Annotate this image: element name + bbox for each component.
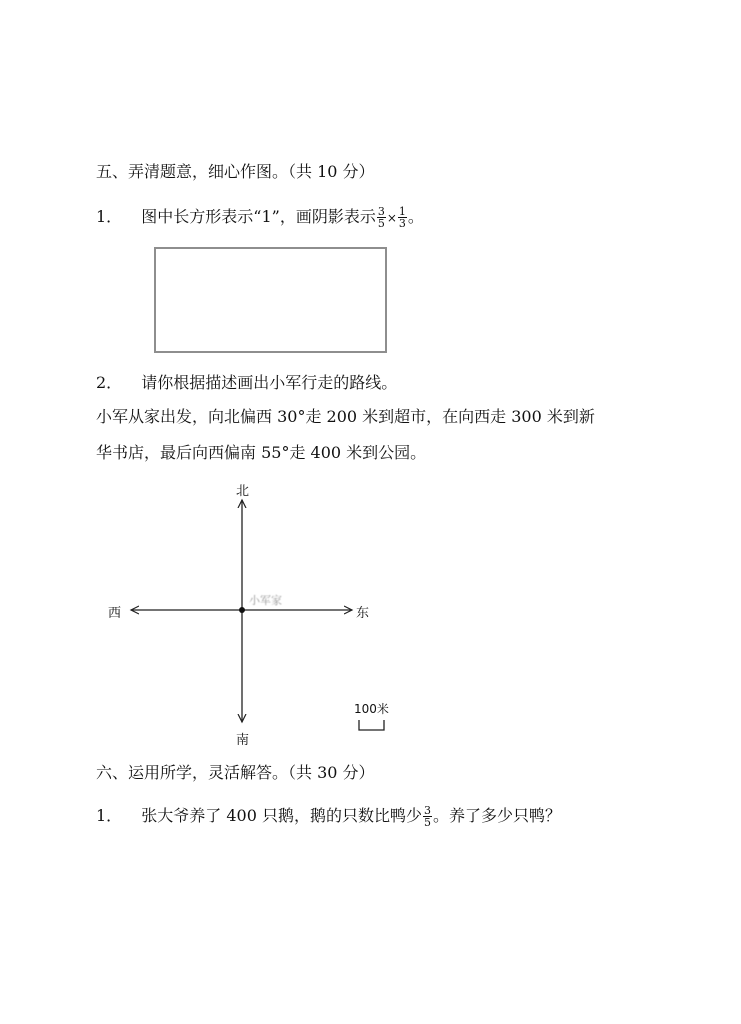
fraction-numerator: 3 [424, 804, 431, 817]
question-text-end: 。养了多少只鸭？ [433, 806, 562, 825]
question-text: 图中长方形表示“1”，画阴影表示 [141, 207, 376, 226]
question-number: 1． [96, 207, 123, 226]
west-label: 西 [108, 606, 122, 621]
section-5-heading: 五、弄清题意，细心作图。（共 10 分） [96, 162, 375, 181]
fraction-numerator: 3 [377, 205, 385, 218]
fraction-denominator: 3 [398, 217, 406, 230]
question-text-start: 张大爷养了 400 只鹅，鹅的只数比鸭少 [141, 806, 422, 825]
scale-bar [359, 720, 384, 730]
question-number: 2． [96, 373, 123, 392]
section-6-heading: 六、运用所学，灵活解答。（共 30 分） [96, 763, 375, 782]
question-number: 1． [96, 806, 123, 825]
fraction-denominator: 5 [377, 217, 385, 230]
south-label: 南 [236, 733, 250, 748]
north-label: 北 [236, 484, 250, 499]
home-point [239, 607, 245, 613]
home-label: 小军家 [249, 594, 282, 607]
fraction-numerator: 1 [398, 205, 406, 218]
fraction-three-fifths [423, 805, 432, 828]
word-problem-1 [96, 805, 561, 828]
scale-label: 100米 [354, 702, 389, 716]
route-description-line-2: 华书店，最后向西偏南 55°走 400 米到公园。 [96, 443, 427, 462]
fraction-denominator: 5 [424, 816, 431, 829]
route-description-line-1: 小军从家出发，向北偏西 30°走 200 米到超市，在向西走 300 米到新 [96, 407, 595, 426]
times-sign: × [386, 211, 397, 225]
question-text: 请你根据描述画出小军行走的路线。 [141, 373, 398, 392]
period: 。 [407, 207, 424, 226]
east-label: 东 [356, 606, 370, 621]
